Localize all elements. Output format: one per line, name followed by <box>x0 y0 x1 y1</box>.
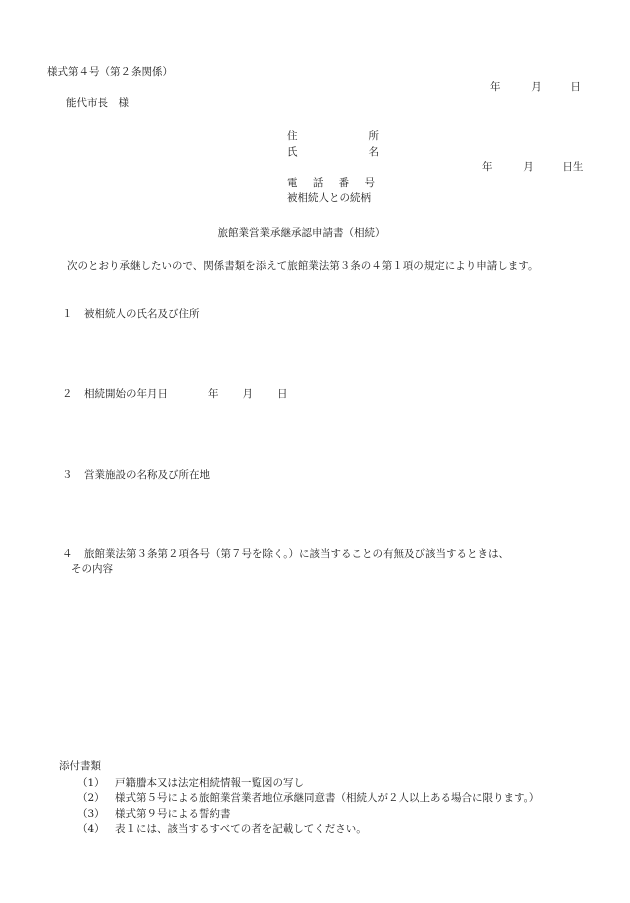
form-number: 様式第４号（第２条関係） <box>47 66 173 78</box>
attachments-heading: 添付書類 <box>59 760 101 772</box>
addressee: 能代市長 様 <box>66 97 129 109</box>
attachment-item <box>77 791 539 806</box>
date-year-label: 年 <box>490 81 501 93</box>
birth-month-label: 月 <box>523 161 534 173</box>
item-label: 相続開始の年月日 <box>84 388 168 400</box>
item-number: ２ <box>62 388 73 400</box>
attachment-item <box>77 806 539 821</box>
item-facility <box>62 469 210 482</box>
item-disqualification <box>62 548 509 575</box>
item-number: ４ <box>62 548 73 560</box>
applicant-block <box>287 129 379 207</box>
attachment-text: 戸籍謄本又は法定相続情報一覧図の写し <box>115 777 304 790</box>
attachment-text: 様式第９号による誓約書 <box>115 807 231 820</box>
relation-row <box>287 191 379 207</box>
item-deceased <box>62 308 200 321</box>
attachment-number: （2） <box>77 792 105 805</box>
attachment-item <box>77 822 539 837</box>
item-number: ３ <box>62 469 73 481</box>
submission-date <box>490 81 581 94</box>
attachment-number: （1） <box>77 777 105 790</box>
address-row <box>287 129 379 145</box>
item-label-continued: その内容 <box>71 562 113 575</box>
attachment-number: （4） <box>77 822 105 835</box>
attachments-list <box>77 776 539 837</box>
address-label: 住 所 <box>287 130 379 143</box>
item-inheritance-date <box>62 388 288 401</box>
item-label: 営業施設の名称及び所在地 <box>84 469 210 481</box>
attachment-number: （3） <box>77 807 105 820</box>
item-number: １ <box>62 308 73 320</box>
item-label: 旅館業法第３条第２項各号（第７号を除く。）に該当することの有無及び該当するときは、 <box>84 548 510 560</box>
month-label: 月 <box>242 388 253 400</box>
attachment-item <box>77 776 539 791</box>
attachment-text: 様式第５号による旅館業営業者地位承継同意書（相続人が２人以上ある場合に限ります。） <box>115 792 540 805</box>
birth-year-label: 年 <box>482 161 493 173</box>
phone-label: 電 話 番 号 <box>287 176 375 189</box>
relation-label: 被相続人との続柄 <box>287 192 371 205</box>
birth-day-label: 日生 <box>562 161 584 173</box>
date-day-label: 日 <box>570 81 581 93</box>
day-label: 日 <box>277 388 288 400</box>
attachment-text: 表１には、該当するすべての者を記載してください。 <box>115 822 367 835</box>
date-month-label: 月 <box>531 81 542 93</box>
intro-paragraph: 次のとおり承継したいので、関係書類を添えて旅館業法第３条の４第１項の規定により申請します。 <box>67 260 539 272</box>
name-row <box>287 145 379 161</box>
document-title: 旅館業営業承継承認申請書（相続） <box>217 227 386 239</box>
birth-date <box>482 161 583 174</box>
name-label: 氏 名 <box>287 145 379 158</box>
year-label: 年 <box>208 388 219 400</box>
item-label: 被相続人の氏名及び住所 <box>84 308 200 320</box>
phone-row <box>287 176 379 192</box>
